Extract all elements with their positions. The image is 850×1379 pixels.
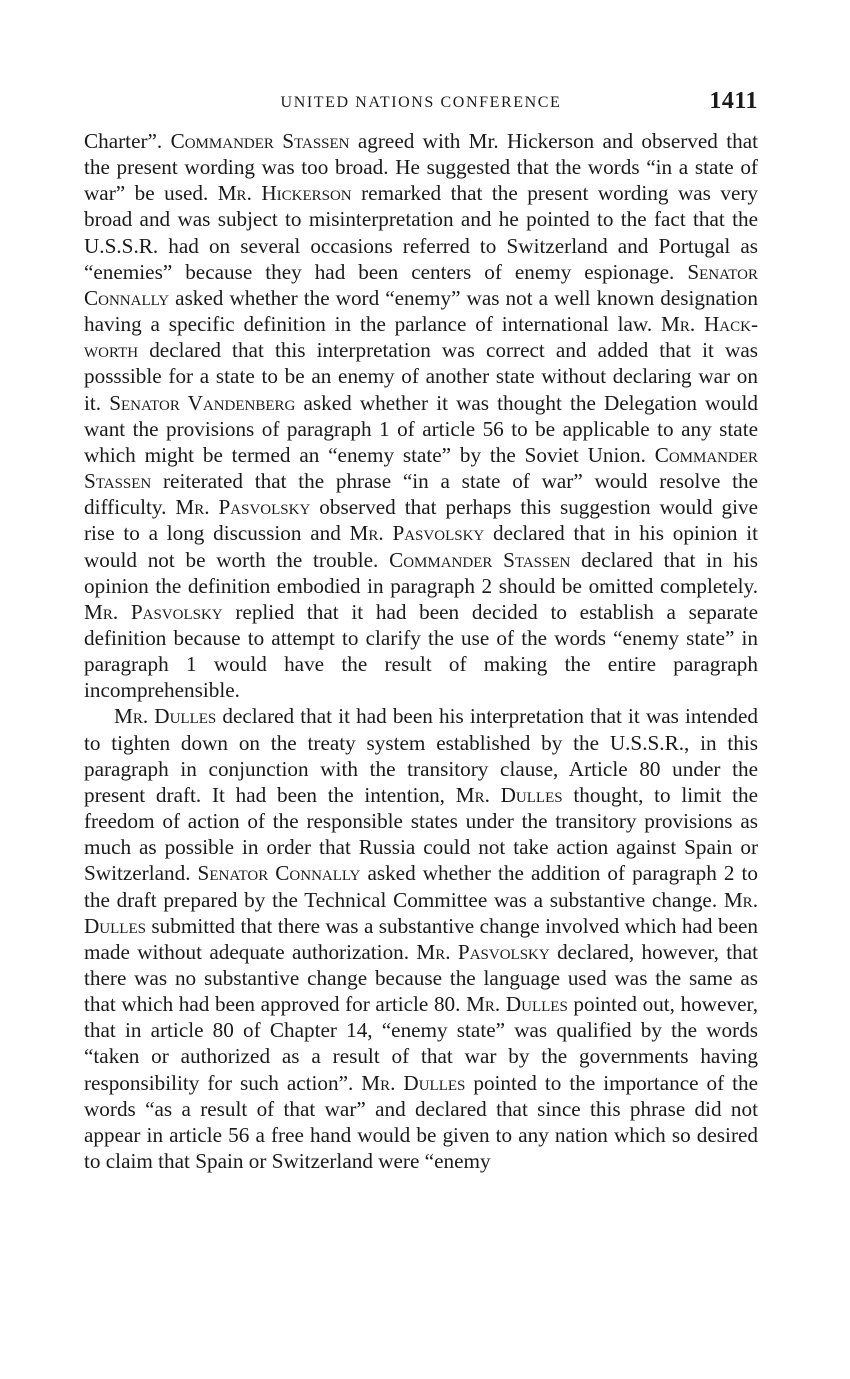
page-number: 1411 — [709, 88, 758, 114]
text-run: thought, to limit the freedom of action of the responsible states under the transitory provisions as much as possible in order that Russia could not take action against Spain or Switzerland. — [84, 782, 759, 886]
text-run: submitted that there was a substantive change involved which had been made without adequate authorization. — [84, 913, 758, 964]
text-run: asked whether it was thought the Delegation would want the provisions of paragraph 1 of article 56 to be applicable to any state which might be termed an “enemy state” by the Soviet Union. — [84, 390, 758, 467]
speaker-name: Mr. Hickerson — [217, 181, 352, 206]
speaker-name: Mr. Pasvolsky — [416, 939, 550, 964]
text-run: declared that in his opinion it would not be worth the trouble. — [84, 521, 758, 572]
speaker-name: Commander Stassen — [170, 129, 350, 153]
text-run: Charter”. — [84, 129, 171, 153]
speaker-name: Senator Connally — [84, 259, 758, 310]
running-title: UNITED NATIONS CONFERENCE — [280, 94, 562, 111]
body-text — [84, 128, 758, 1174]
speaker-name: Commander Stassen — [84, 442, 758, 494]
text-run: asked whether the addition of paragraph 2 to the draft prepared by the Technical Committee was a substantive change. — [84, 861, 758, 912]
speaker-name: Mr. Dulles — [361, 1070, 466, 1095]
document-page — [84, 88, 758, 1174]
speaker-name: Senator Vandenberg — [109, 390, 296, 415]
text-run: pointed out, however, that in article 80 of Chapter 14, “enemy state” was qualified by the words “taken or authorized as a result of that war by the governments having responsibility for such action”. — [84, 992, 758, 1095]
text-run: reiterated that the phrase “in a state of war” would resolve the difficulty. — [84, 469, 758, 520]
text-run: pointed to the importance of the words “as a result of that war” and declared that since this phrase did not appear in article 56 a free hand would be given to any nation which so desired to claim that Spain or Switzerland were “enemy — [84, 1070, 758, 1174]
paragraph-2 — [84, 703, 758, 1174]
paragraph-1 — [84, 128, 758, 703]
text-run: declared, however, that there was no substantive change because the language used was the same as that which had been approved for article 80. — [84, 939, 758, 1017]
speaker-name: Mr. Dulles — [114, 704, 217, 729]
speaker-name: Mr. Hackworth — [84, 312, 758, 363]
speaker-name: Commander Stassen — [389, 547, 571, 572]
text-run: declared that it had been his interpretation that it was intended to tighten down on the treaty system established by the U.S.S.R., in this paragraph in conjunction with the transitory clause, Article 80 under the present draft. It had been the intention, — [84, 704, 758, 807]
speaker-name: Mr. Dulles — [84, 887, 758, 938]
speaker-name: Mr. Pasvolsky — [84, 599, 223, 624]
speaker-name: Mr. Dulles — [455, 782, 563, 807]
text-run: replied that it had been decided to establish a separate definition because to attempt to clarify the use of the words “enemy state” in paragraph 1 would have the result of making the entire paragraph incomprehensible. — [84, 599, 759, 703]
text-run: declared that in his opinion the definition embodied in paragraph 2 should be omitted completely. — [84, 547, 759, 598]
text-run: remarked that the present wording was very broad and was subject to misinterpretation and he pointed to the fact that the U.S.S.R. had on several occasions referred to Switzerland and Portugal as “enemies” because they had been centers of enemy espionage. — [84, 181, 759, 284]
text-run: observed that perhaps this suggestion would give rise to a long discussion and — [84, 495, 759, 546]
running-head — [84, 88, 758, 124]
speaker-name: Senator Connally — [197, 861, 361, 886]
text-run: declared that this interpretation was correct and added that it was posssible for a state to be an enemy of another state without declaring war on it. — [84, 338, 758, 415]
speaker-name: Mr. Pasvolsky — [349, 521, 485, 546]
speaker-name: Mr. Dulles — [466, 992, 568, 1017]
text-run: agreed with Mr. Hickerson and observed that the present wording was too broad. He suggested that the words “in a state of war” be used. — [84, 129, 759, 206]
speaker-name: Mr. Pasvolsky — [175, 495, 311, 520]
text-run: asked whether the word “enemy” was not a well known designation having a specific definition in the parlance of international law. — [84, 285, 758, 337]
